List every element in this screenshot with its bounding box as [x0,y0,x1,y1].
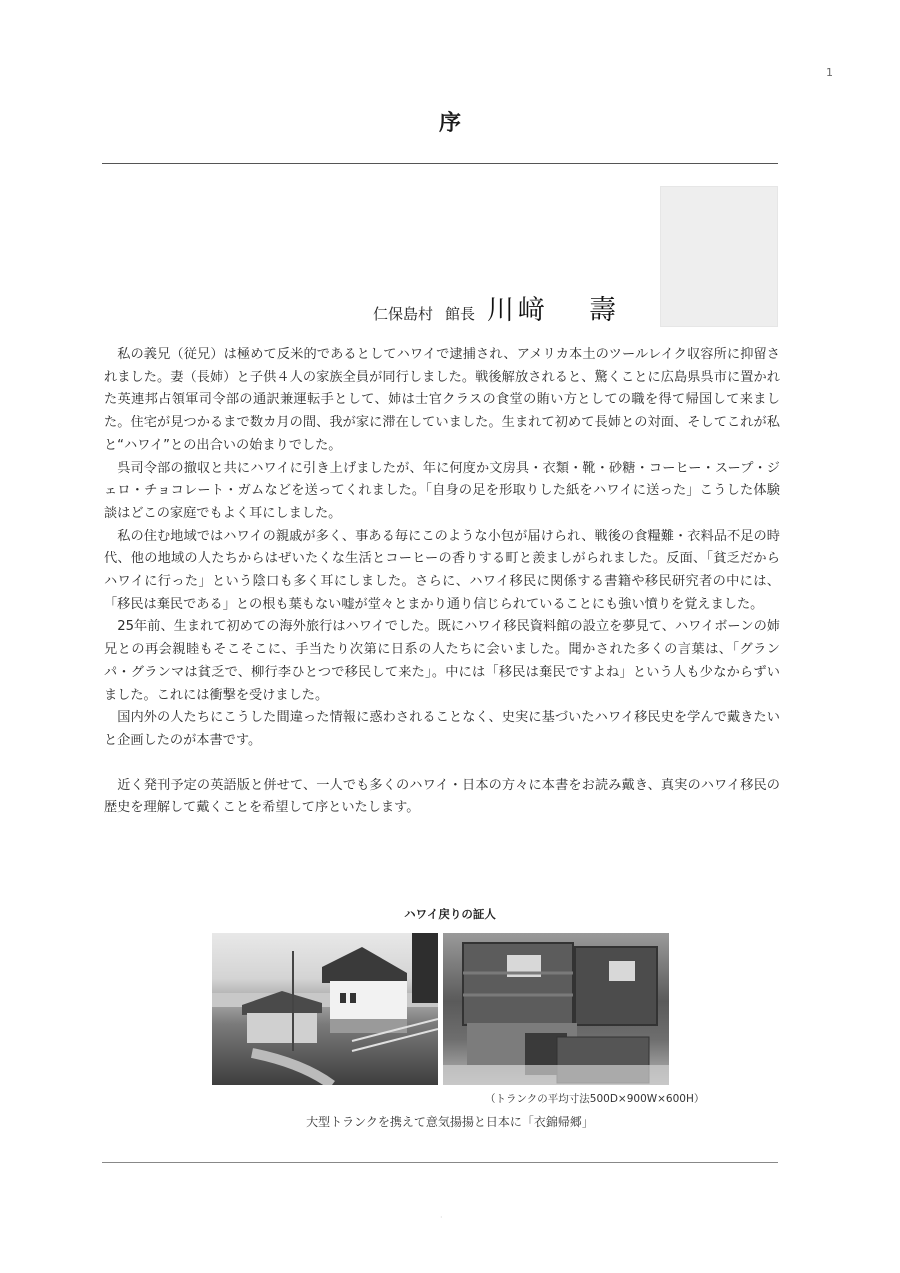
footer-divider [102,1162,778,1163]
paragraph: 呉司令部の撤収と共にハワイに引き上げましたが、年に何度か文房具・衣類・靴・砂糖・コーヒー・スープ・ジェロ・チョコレート・ガムなどを送ってくれました。「自身の足を形取りした紙をハワイに送った」こうした体験談はどこの家庭でもよく耳にしました。 [104,460,780,521]
figure-title: ハワイ戻りの証人 [404,907,496,921]
signature-organization: 仁保島村 [373,305,434,323]
paragraph: 近く発刊予定の英語版と併せて、一人でも多くのハワイ・日本の方々に本書をお読み戴き、真実のハワイ移民の歴史を理解して戴くことを希望して序といたします。 [104,777,780,816]
signature-family-name: 川﨑 [487,295,550,326]
photo-trunks [443,933,669,1085]
scan-artifact: · [440,1213,443,1222]
preface-body [104,344,780,820]
trunk-dimensions-note: （トランクの平均寸法500D×900W×600H） [485,1093,705,1105]
paragraph: 私の義兄（従兄）は極めて反米的であるとしてハワイで逮捕され、アメリカ本土のツールレイク収容所に抑留されました。妻（長姉）と子供４人の家族全員が同行しました。戦後解放されると、驚くことに広島県呉市に置かれた英連邦占領軍司令部の通訳兼運転手として、姉は士官クラスの食堂の賄い方としての職を得て帰国して来ました。住宅が見つかるまで数カ月の間、我が家に滞在していました。生まれて初めて長姉との対面、そしてこれが私と“ハワイ”との出合いの始まりでした。 [104,347,780,453]
house-illustration-icon [212,933,438,1085]
header-divider [102,163,778,164]
photo-house [212,933,438,1085]
trunks-illustration-icon [443,933,669,1085]
paragraph: 国内外の人たちにこうした間違った情報に惑わされることなく、史実に基づいたハワイ移民史を学んで戴きたいと企画したのが本書です。 [104,710,780,748]
figure-caption: 大型トランクを携えて意気揚揚と日本に「衣錦帰郷」 [306,1115,594,1129]
signature-given-name: 壽 [589,295,617,326]
signature-role: 館長 [445,305,476,323]
page-number: 1 [826,66,833,79]
paragraph: 私の住む地域ではハワイの親戚が多く、事ある毎にこのような小包が届けられ、戦後の食糧難・衣料品不足の時代、他の地域の人たちからはぜいたくな生活とコーヒーの香りする町と羨ましがられました。反面、「貧乏だからハワイに行った」という陰口も多く耳にしました。さらに、ハワイ移民に関係する書籍や移民研究者の中には、「移民は棄民である」との根も葉もない嘘が堂々とまかり通り信じられていることにも強い憤りを覚えました。 [104,528,780,612]
page-title: 序 [438,111,461,136]
author-signature [373,288,616,327]
author-portrait-placeholder [660,186,778,327]
paragraph: 25年前、生まれて初めての海外旅行はハワイでした。既にハワイ移民資料館の設立を夢見て、ハワイボーンの姉兄との再会親睦もそこそこに、手当たり次第に日系の人たちに会いました。聞かされた多くの言葉は、「グランパ・グランマは貧乏で、柳行李ひとつで移民して来た」。中には「移民は棄民ですよね」という人も少なからずいました。これには衝撃を受けました。 [104,619,780,703]
